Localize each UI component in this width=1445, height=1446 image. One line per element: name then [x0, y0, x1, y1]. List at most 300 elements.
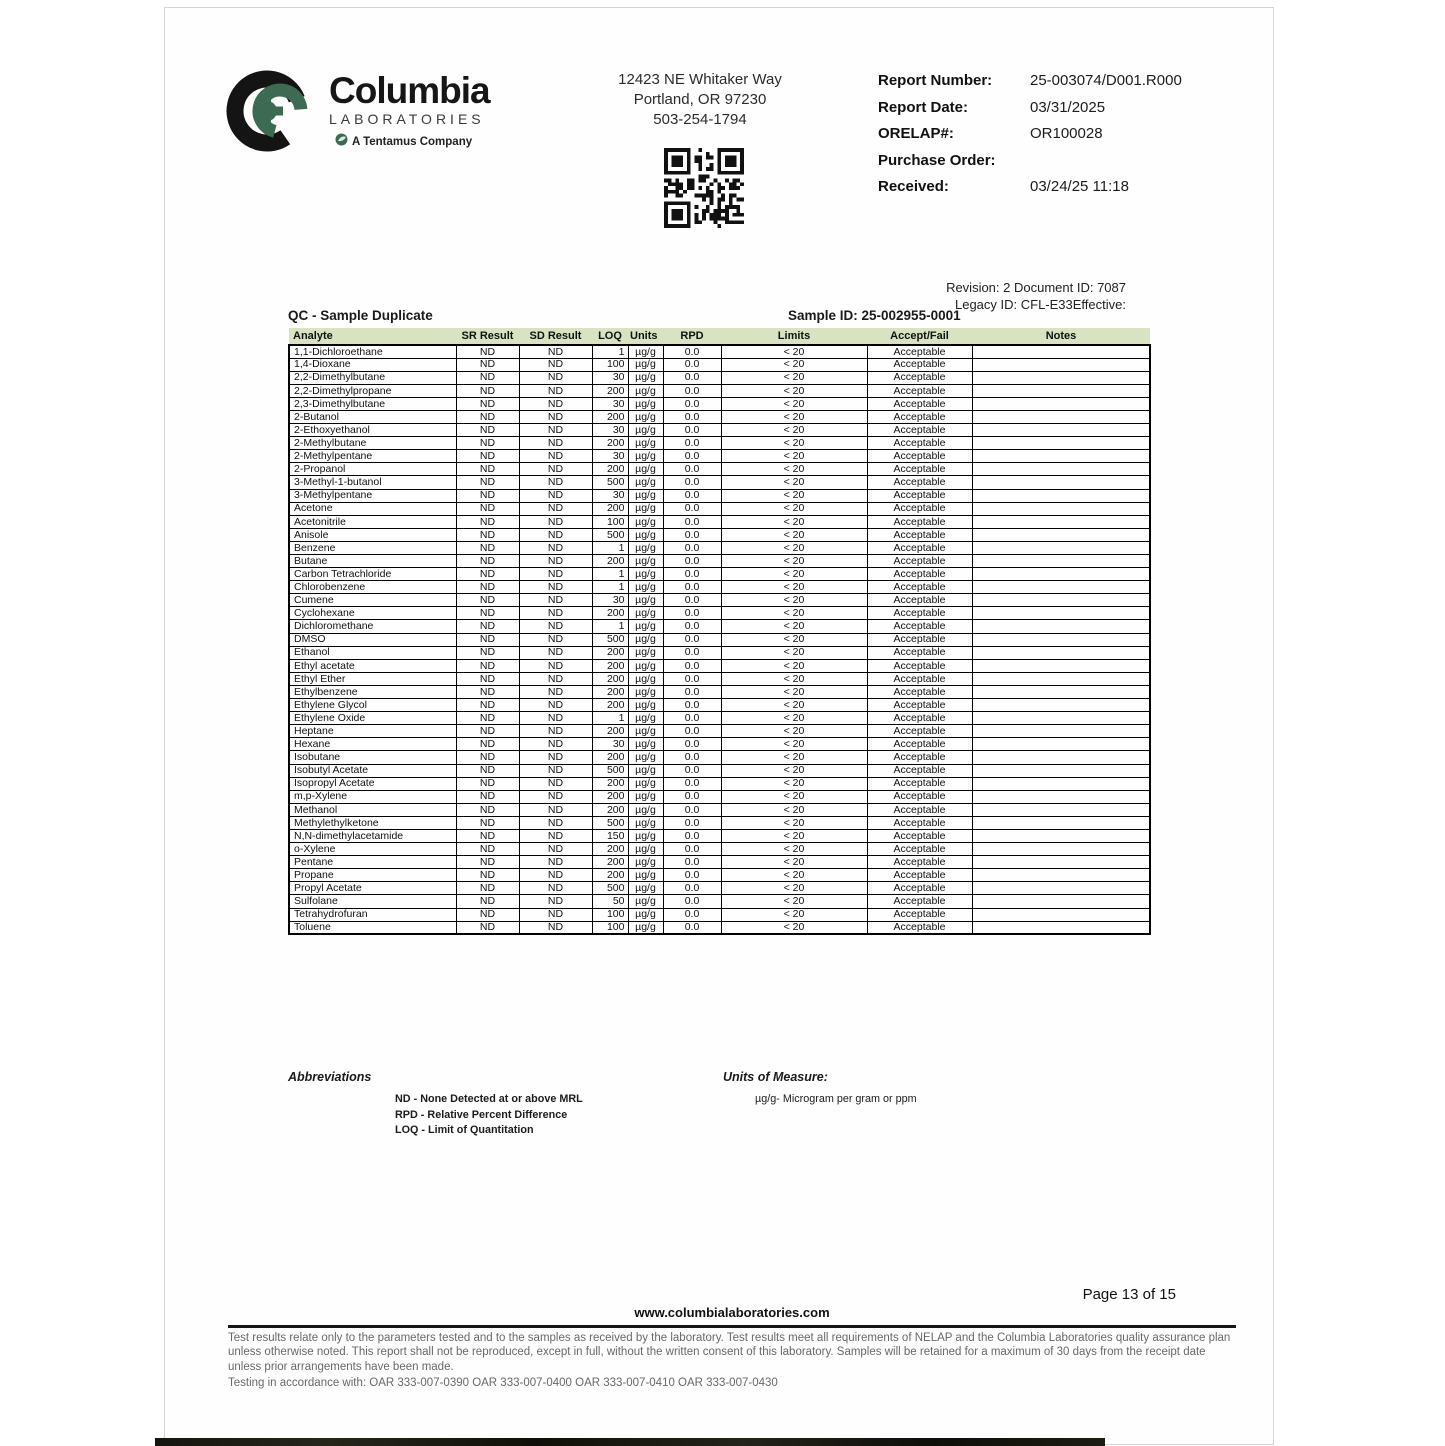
cell-accept-fail: Acceptable	[867, 410, 972, 423]
table-row	[289, 345, 1150, 358]
cell-loq: 200	[592, 790, 628, 803]
cell-analyte: Isobutyl Acetate	[289, 764, 456, 777]
cell-loq: 1	[592, 541, 628, 554]
table-row	[289, 371, 1150, 384]
report-info-value: 25-003074/D001.R000	[1030, 72, 1182, 89]
cell-units: µg/g	[628, 555, 663, 568]
cell-analyte: Heptane	[289, 725, 456, 738]
cell-limits: < 20	[721, 607, 867, 620]
cell-accept-fail: Acceptable	[867, 384, 972, 397]
cell-limits: < 20	[721, 476, 867, 489]
cell-units: µg/g	[628, 541, 663, 554]
cell-notes	[972, 777, 1150, 790]
cell-limits: < 20	[721, 764, 867, 777]
table-row	[289, 790, 1150, 803]
cell-loq: 30	[592, 489, 628, 502]
cell-rpd: 0.0	[663, 829, 721, 842]
cell-notes	[972, 555, 1150, 568]
table-row	[289, 476, 1150, 489]
abbreviation-item: ND - None Detected at or above MRL	[395, 1093, 583, 1105]
cell-analyte: Benzene	[289, 541, 456, 554]
cell-sr-result: ND	[456, 410, 519, 423]
cell-accept-fail: Acceptable	[867, 764, 972, 777]
cell-rpd: 0.0	[663, 843, 721, 856]
cell-sr-result: ND	[456, 424, 519, 437]
logo-sub: LABORATORIES	[329, 111, 485, 127]
cell-limits: < 20	[721, 410, 867, 423]
cell-loq: 200	[592, 803, 628, 816]
cell-notes	[972, 424, 1150, 437]
cell-rpd: 0.0	[663, 908, 721, 921]
cell-units: µg/g	[628, 371, 663, 384]
cell-sd-result: ND	[519, 869, 592, 882]
column-header-limits: Limits	[721, 328, 867, 345]
qr-code	[664, 148, 744, 228]
cell-analyte: Propyl Acetate	[289, 882, 456, 895]
cell-limits: < 20	[721, 790, 867, 803]
cell-sd-result: ND	[519, 829, 592, 842]
cell-notes	[972, 607, 1150, 620]
table-row	[289, 633, 1150, 646]
cell-sd-result: ND	[519, 699, 592, 712]
table-row	[289, 829, 1150, 842]
cell-loq: 200	[592, 672, 628, 685]
cell-limits: < 20	[721, 358, 867, 371]
cell-loq: 100	[592, 515, 628, 528]
cell-units: µg/g	[628, 895, 663, 908]
cell-rpd: 0.0	[663, 555, 721, 568]
cell-analyte: Ethylene Glycol	[289, 699, 456, 712]
cell-units: µg/g	[628, 410, 663, 423]
cell-limits: < 20	[721, 646, 867, 659]
cell-sd-result: ND	[519, 581, 592, 594]
table-row	[289, 568, 1150, 581]
cell-analyte: DMSO	[289, 633, 456, 646]
accordance-text: Testing in accordance with: OAR 333-007-0390 OAR 333-007-0400 OAR 333-007-0410 OAR 333-007-0430	[228, 1377, 778, 1389]
table-row	[289, 738, 1150, 751]
sample-id: Sample ID: 25-002955-0001	[788, 308, 961, 323]
cell-limits: < 20	[721, 843, 867, 856]
cell-units: µg/g	[628, 659, 663, 672]
report-info	[878, 72, 1182, 205]
cell-accept-fail: Acceptable	[867, 397, 972, 410]
cell-loq: 30	[592, 594, 628, 607]
report-info-row	[878, 125, 1182, 142]
cell-sd-result: ND	[519, 502, 592, 515]
table-row	[289, 620, 1150, 633]
cell-analyte: Cyclohexane	[289, 607, 456, 620]
cell-sd-result: ND	[519, 568, 592, 581]
cell-notes	[972, 345, 1150, 358]
cell-accept-fail: Acceptable	[867, 555, 972, 568]
cell-rpd: 0.0	[663, 437, 721, 450]
cell-notes	[972, 384, 1150, 397]
cell-sr-result: ND	[456, 528, 519, 541]
cell-loq: 200	[592, 843, 628, 856]
cell-analyte: Propane	[289, 869, 456, 882]
table-row	[289, 751, 1150, 764]
cell-notes	[972, 659, 1150, 672]
cell-loq: 200	[592, 410, 628, 423]
cell-units: µg/g	[628, 568, 663, 581]
cell-units: µg/g	[628, 581, 663, 594]
cell-notes	[972, 882, 1150, 895]
cell-sr-result: ND	[456, 463, 519, 476]
cell-sr-result: ND	[456, 816, 519, 829]
cell-rpd: 0.0	[663, 738, 721, 751]
cell-notes	[972, 568, 1150, 581]
table-row	[289, 463, 1150, 476]
cell-units: µg/g	[628, 803, 663, 816]
cell-units: µg/g	[628, 672, 663, 685]
cell-limits: < 20	[721, 725, 867, 738]
cell-sd-result: ND	[519, 790, 592, 803]
cell-accept-fail: Acceptable	[867, 777, 972, 790]
cell-rpd: 0.0	[663, 345, 721, 358]
cell-limits: < 20	[721, 882, 867, 895]
cell-sr-result: ND	[456, 581, 519, 594]
cell-sr-result: ND	[456, 489, 519, 502]
cell-sd-result: ND	[519, 489, 592, 502]
cell-sr-result: ND	[456, 450, 519, 463]
cell-rpd: 0.0	[663, 410, 721, 423]
results-table-body	[289, 345, 1150, 934]
cell-accept-fail: Acceptable	[867, 633, 972, 646]
cell-accept-fail: Acceptable	[867, 685, 972, 698]
cell-rpd: 0.0	[663, 607, 721, 620]
cell-limits: < 20	[721, 502, 867, 515]
table-row	[289, 856, 1150, 869]
cell-accept-fail: Acceptable	[867, 856, 972, 869]
cell-analyte: Chlorobenzene	[289, 581, 456, 594]
cell-loq: 30	[592, 424, 628, 437]
cell-sr-result: ND	[456, 476, 519, 489]
cell-sr-result: ND	[456, 515, 519, 528]
cell-accept-fail: Acceptable	[867, 515, 972, 528]
column-header-notes: Notes	[972, 328, 1150, 345]
cell-sr-result: ND	[456, 345, 519, 358]
cell-notes	[972, 620, 1150, 633]
cell-analyte: Cumene	[289, 594, 456, 607]
cell-sr-result: ND	[456, 555, 519, 568]
cell-notes	[972, 515, 1150, 528]
report-info-value: 03/31/2025	[1030, 98, 1106, 116]
cell-accept-fail: Acceptable	[867, 921, 972, 934]
cell-sr-result: ND	[456, 594, 519, 607]
cell-accept-fail: Acceptable	[867, 568, 972, 581]
cell-accept-fail: Acceptable	[867, 345, 972, 358]
cell-analyte: Ethyl acetate	[289, 659, 456, 672]
cell-limits: < 20	[721, 463, 867, 476]
cell-rpd: 0.0	[663, 856, 721, 869]
cell-notes	[972, 646, 1150, 659]
cell-limits: < 20	[721, 659, 867, 672]
cell-sd-result: ND	[519, 751, 592, 764]
table-row	[289, 528, 1150, 541]
cell-sd-result: ND	[519, 450, 592, 463]
report-info-label: ORELAP#:	[878, 125, 954, 142]
cell-accept-fail: Acceptable	[867, 489, 972, 502]
cell-accept-fail: Acceptable	[867, 908, 972, 921]
cell-loq: 1	[592, 568, 628, 581]
cell-accept-fail: Acceptable	[867, 843, 972, 856]
table-row	[289, 646, 1150, 659]
cell-accept-fail: Acceptable	[867, 358, 972, 371]
table-row	[289, 502, 1150, 515]
cell-sd-result: ND	[519, 895, 592, 908]
column-header-rpd: RPD	[663, 328, 721, 345]
cell-units: µg/g	[628, 437, 663, 450]
cell-sd-result: ND	[519, 437, 592, 450]
cell-notes	[972, 633, 1150, 646]
cell-notes	[972, 816, 1150, 829]
cell-loq: 200	[592, 777, 628, 790]
footer-rule	[228, 1325, 1236, 1328]
cell-analyte: 3-Methyl-1-butanol	[289, 476, 456, 489]
cell-loq: 200	[592, 555, 628, 568]
cell-analyte: 2-Butanol	[289, 410, 456, 423]
cell-loq: 1	[592, 581, 628, 594]
table-row	[289, 699, 1150, 712]
cell-accept-fail: Acceptable	[867, 502, 972, 515]
cell-analyte: Pentane	[289, 856, 456, 869]
cell-sr-result: ND	[456, 790, 519, 803]
cell-limits: < 20	[721, 712, 867, 725]
cell-rpd: 0.0	[663, 895, 721, 908]
cell-sd-result: ND	[519, 725, 592, 738]
cell-units: µg/g	[628, 829, 663, 842]
cell-accept-fail: Acceptable	[867, 424, 972, 437]
cell-analyte: 2,3-Dimethylbutane	[289, 397, 456, 410]
cell-limits: < 20	[721, 489, 867, 502]
cell-rpd: 0.0	[663, 725, 721, 738]
cell-sd-result: ND	[519, 633, 592, 646]
cell-sr-result: ND	[456, 869, 519, 882]
cell-sr-result: ND	[456, 672, 519, 685]
cell-rpd: 0.0	[663, 921, 721, 934]
cell-loq: 30	[592, 371, 628, 384]
cell-sr-result: ND	[456, 882, 519, 895]
cell-accept-fail: Acceptable	[867, 829, 972, 842]
logo-text	[329, 72, 490, 151]
cell-analyte: Methanol	[289, 803, 456, 816]
cell-notes	[972, 895, 1150, 908]
cell-accept-fail: Acceptable	[867, 450, 972, 463]
cell-notes	[972, 725, 1150, 738]
section-title: QC - Sample Duplicate	[288, 308, 433, 323]
cell-limits: < 20	[721, 450, 867, 463]
cell-analyte: 2-Methylbutane	[289, 437, 456, 450]
cell-sr-result: ND	[456, 843, 519, 856]
cell-notes	[972, 921, 1150, 934]
cell-limits: < 20	[721, 816, 867, 829]
address-line: 503-254-1794	[653, 111, 747, 128]
table-row	[289, 397, 1150, 410]
cell-sd-result: ND	[519, 908, 592, 921]
cell-sr-result: ND	[456, 764, 519, 777]
report-info-row	[878, 72, 1182, 89]
cell-rpd: 0.0	[663, 685, 721, 698]
cell-notes	[972, 594, 1150, 607]
cell-analyte: Butane	[289, 555, 456, 568]
cell-rpd: 0.0	[663, 803, 721, 816]
cell-sr-result: ND	[456, 803, 519, 816]
cell-accept-fail: Acceptable	[867, 528, 972, 541]
column-header-accept-fail: Accept/Fail	[867, 328, 972, 345]
cell-sr-result: ND	[456, 437, 519, 450]
cell-accept-fail: Acceptable	[867, 463, 972, 476]
cell-analyte: Ethylbenzene	[289, 685, 456, 698]
cell-notes	[972, 738, 1150, 751]
cell-units: µg/g	[628, 869, 663, 882]
cell-analyte: 2,2-Dimethylbutane	[289, 371, 456, 384]
cell-notes	[972, 803, 1150, 816]
cell-analyte: 2-Propanol	[289, 463, 456, 476]
cell-sr-result: ND	[456, 856, 519, 869]
cell-units: µg/g	[628, 397, 663, 410]
cell-rpd: 0.0	[663, 581, 721, 594]
cell-sd-result: ND	[519, 816, 592, 829]
cell-units: µg/g	[628, 476, 663, 489]
cell-rpd: 0.0	[663, 528, 721, 541]
cell-accept-fail: Acceptable	[867, 659, 972, 672]
cell-accept-fail: Acceptable	[867, 882, 972, 895]
cell-accept-fail: Acceptable	[867, 581, 972, 594]
cell-sd-result: ND	[519, 882, 592, 895]
cell-units: µg/g	[628, 345, 663, 358]
cell-sd-result: ND	[519, 528, 592, 541]
cell-units: µg/g	[628, 908, 663, 921]
cell-notes	[972, 502, 1150, 515]
report-info-label: Report Date:	[878, 98, 969, 116]
cell-analyte: Ethyl Ether	[289, 672, 456, 685]
cell-analyte: m,p-Xylene	[289, 790, 456, 803]
cell-notes	[972, 358, 1150, 371]
cell-limits: < 20	[721, 685, 867, 698]
cell-limits: < 20	[721, 672, 867, 685]
logo-tagline	[335, 133, 490, 151]
cell-sd-result: ND	[519, 921, 592, 934]
cell-units: µg/g	[628, 921, 663, 934]
cell-loq: 500	[592, 816, 628, 829]
cell-limits: < 20	[721, 856, 867, 869]
report-info-label: Report Number:	[878, 72, 993, 89]
cell-sd-result: ND	[519, 384, 592, 397]
cell-rpd: 0.0	[663, 358, 721, 371]
cell-loq: 1	[592, 712, 628, 725]
cell-accept-fail: Acceptable	[867, 437, 972, 450]
cell-accept-fail: Acceptable	[867, 371, 972, 384]
cell-loq: 200	[592, 437, 628, 450]
tentamus-icon	[335, 133, 348, 151]
cell-rpd: 0.0	[663, 777, 721, 790]
cell-notes	[972, 869, 1150, 882]
cell-loq: 500	[592, 476, 628, 489]
cell-sd-result: ND	[519, 659, 592, 672]
cell-units: µg/g	[628, 699, 663, 712]
cell-limits: < 20	[721, 803, 867, 816]
table-row	[289, 764, 1150, 777]
cell-limits: < 20	[721, 908, 867, 921]
cell-sd-result: ND	[519, 764, 592, 777]
cell-notes	[972, 541, 1150, 554]
cell-accept-fail: Acceptable	[867, 816, 972, 829]
cell-rpd: 0.0	[663, 620, 721, 633]
cell-loq: 500	[592, 528, 628, 541]
cell-analyte: Isopropyl Acetate	[289, 777, 456, 790]
cell-limits: < 20	[721, 633, 867, 646]
cell-analyte: Carbon Tetrachloride	[289, 568, 456, 581]
cell-sd-result: ND	[519, 410, 592, 423]
cell-sd-result: ND	[519, 515, 592, 528]
cell-analyte: Anisole	[289, 528, 456, 541]
column-header-sd-result: SD Result	[519, 328, 592, 345]
address-line: Portland, OR 97230	[633, 91, 767, 108]
cell-loq: 30	[592, 738, 628, 751]
cell-loq: 200	[592, 685, 628, 698]
cell-rpd: 0.0	[663, 882, 721, 895]
cell-units: µg/g	[628, 738, 663, 751]
table-row	[289, 895, 1150, 908]
table-row	[289, 424, 1150, 437]
cell-rpd: 0.0	[663, 633, 721, 646]
cell-analyte: Methylethylketone	[289, 816, 456, 829]
cell-sr-result: ND	[456, 502, 519, 515]
cell-units: µg/g	[628, 856, 663, 869]
cell-sr-result: ND	[456, 908, 519, 921]
cell-sd-result: ND	[519, 594, 592, 607]
header-logo	[223, 68, 490, 159]
cell-rpd: 0.0	[663, 450, 721, 463]
cell-loq: 100	[592, 358, 628, 371]
cell-rpd: 0.0	[663, 476, 721, 489]
cell-limits: < 20	[721, 437, 867, 450]
cell-rpd: 0.0	[663, 515, 721, 528]
table-row	[289, 384, 1150, 397]
cell-loq: 200	[592, 646, 628, 659]
cell-units: µg/g	[628, 816, 663, 829]
cell-accept-fail: Acceptable	[867, 699, 972, 712]
cell-loq: 500	[592, 882, 628, 895]
table-row	[289, 410, 1150, 423]
table-row	[289, 685, 1150, 698]
cell-accept-fail: Acceptable	[867, 790, 972, 803]
cell-sd-result: ND	[519, 672, 592, 685]
cell-loq: 150	[592, 829, 628, 842]
cell-notes	[972, 685, 1150, 698]
table-row	[289, 921, 1150, 934]
cell-sr-result: ND	[456, 568, 519, 581]
cell-sr-result: ND	[456, 607, 519, 620]
column-header-analyte: Analyte	[289, 328, 456, 345]
cell-sd-result: ND	[519, 371, 592, 384]
cell-rpd: 0.0	[663, 489, 721, 502]
cell-sd-result: ND	[519, 541, 592, 554]
abbreviation-item: LOQ - Limit of Quantitation	[395, 1124, 534, 1137]
cell-sd-result: ND	[519, 856, 592, 869]
cell-analyte: 3-Methylpentane	[289, 489, 456, 502]
website: www.columbialaboratories.com	[634, 1305, 830, 1320]
table-row	[289, 437, 1150, 450]
cell-rpd: 0.0	[663, 568, 721, 581]
cell-rpd: 0.0	[663, 541, 721, 554]
cell-notes	[972, 908, 1150, 921]
cell-analyte: 2-Methylpentane	[289, 450, 456, 463]
table-row	[289, 515, 1150, 528]
columbia-logo-mark-icon	[223, 68, 325, 159]
disclaimer-text: Test results relate only to the parameters tested and to the samples as received by the laboratory. Test results meet all requirements of NELAP and the Columbia Laboratories quality assurance plan unless otherwise noted. This report shall not be reproduced, except in full, without the written consent of this laboratory. Samples will be retained for a maximum of 30 days from the receipt date unless prior arrangements have been made.	[228, 1332, 1231, 1373]
cell-rpd: 0.0	[663, 594, 721, 607]
